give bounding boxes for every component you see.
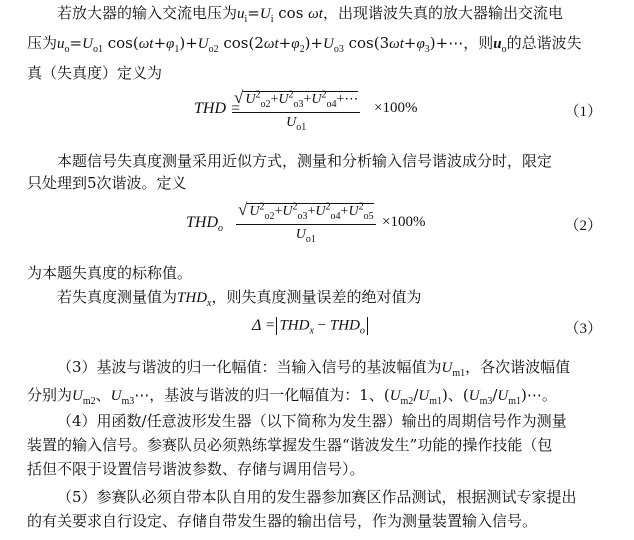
item-5-line2: 的有关要求自行设定、存储自带发生器的输出信号，作为测量装置输入信号。 (27, 512, 538, 530)
equation-3: Δ = $THD_x - THD_o$ （3） (252, 317, 602, 337)
equation-2: $THD_o$ $\frac{√ U^2_{o2}+U^2_{o3}+U^2_{o4}+U^2_{o5}}{U_{o1}}$ ×100% （2） (186, 200, 602, 245)
para-intro-line1: 若放大器的输入交流电压为$u_i=U_i$ cos ωt，出现谐波失真的放大器输出交流电 (57, 4, 563, 25)
item-3-line1: （3）基波与谐波的归一化幅值：当输入信号的基波幅值为$U_{m1}$，各次谐波幅值 (57, 358, 571, 379)
item-4-line1: （4）用函数/任意波形发生器（以下简称为发生器）输出的周期信号作为测量 (57, 412, 567, 430)
item-5-line1: （5）参赛队必须自带本队自用的发生器参加赛区作品测试，根据测试专家提出 (57, 488, 577, 506)
para-approx-line2: 只处理到5次谐波。定义 (27, 174, 187, 192)
eq1-fraction: $\frac{√ U^2_{o2}+U^2_{o3}+U^2_{o4}+\cdots}{U_{o1}}$ (234, 88, 359, 133)
para-approx-line1: 本题信号失真度测量采用近似方式，测量和分析输入信号谐波成分时，限定 (57, 152, 553, 170)
equation-1: THD = $\frac{√ U^2_{o2}+U^2_{o3}+U^2_{o4}+\cdots}{U_{o1}}$ ×100% （1） (194, 88, 602, 133)
item-4-line2: 装置的输入信号。参赛队员必须熟练掌握发生器“谐波发生”功能的操作技能（包 (27, 436, 553, 454)
para-intro-line3: 真（失真度）定义为 (27, 64, 163, 82)
para-intro-line2: 压为$u_o=U_{o1}$ $\cos(\omega t+\varphi_1)+U_{o2}$ $\cos(2\omega t+\varphi_2)+U_{o3}$ $\cos(3\omega t+\varphi_3)+\cdots$，则$u_o$的总谐波失 (27, 34, 582, 55)
item-3-line2: 分别为$U_{m2}$、$U_{m3}\cdots$，基波与谐波的归一化幅值为：1、$(U_{m2}/U_{m1})$、$(U_{m3}/U_{m1})\cdots$。 (27, 386, 557, 407)
para-measured: 若失真度测量值为$THD_x$，则失真度测量误差的绝对值为 (57, 288, 422, 309)
eq2-fraction: $\frac{√ U^2_{o2}+U^2_{o3}+U^2_{o4}+U^2_{o5}}{U_{o1}}$ (238, 200, 374, 245)
para-nominal: 为本题失真度的标称值。 (27, 264, 193, 282)
item-4-line3: 括但不限于设置信号谐波参数、存储与调用信号）。 (27, 460, 365, 478)
